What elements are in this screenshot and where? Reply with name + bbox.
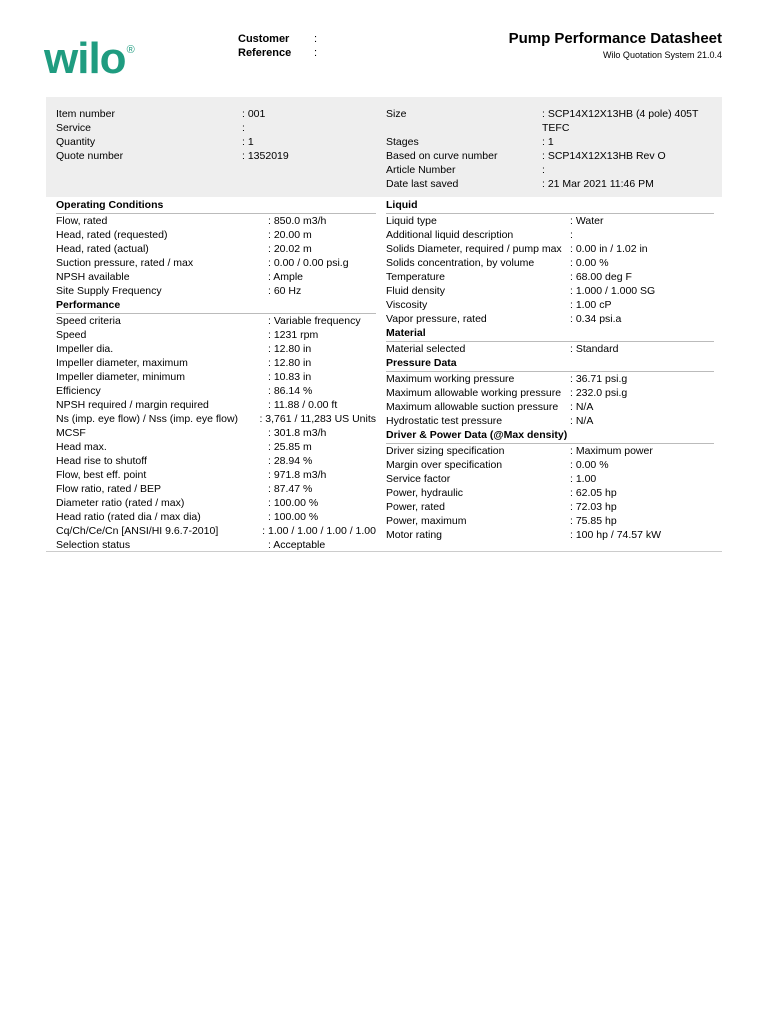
performance-row bbox=[56, 398, 376, 412]
performance-value: : 12.80 in bbox=[268, 343, 312, 355]
operating-conditions-row bbox=[56, 214, 376, 228]
performance-row bbox=[56, 510, 376, 524]
performance-value: : 25.85 m bbox=[268, 441, 312, 453]
liquid-value: : 1.00 cP bbox=[570, 299, 612, 311]
performance-value: : 87.47 % bbox=[268, 483, 313, 495]
material-label: Material selected bbox=[386, 343, 466, 355]
performance-label: NPSH required / margin required bbox=[56, 399, 209, 411]
operating-conditions-value: : 60 Hz bbox=[268, 285, 302, 297]
performance-label: Impeller diameter, maximum bbox=[56, 357, 188, 369]
operating-conditions-row bbox=[56, 284, 376, 298]
performance-row bbox=[56, 496, 376, 510]
operating-conditions-heading: Operating Conditions bbox=[56, 198, 376, 214]
performance-value: : 1.00 / 1.00 / 1.00 / 1.00 bbox=[262, 525, 376, 537]
performance-label: Speed bbox=[56, 329, 87, 341]
pressure-data-label: Maximum allowable suction pressure bbox=[386, 401, 559, 413]
performance-label: Flow, best eff. point bbox=[56, 469, 147, 481]
driver-power-row bbox=[386, 514, 714, 528]
info-label: Quantity bbox=[56, 136, 96, 148]
info-label: Article Number bbox=[386, 164, 456, 176]
performance-label: Head ratio (rated dia / max dia) bbox=[56, 511, 201, 523]
operating-conditions-label: Head, rated (actual) bbox=[56, 243, 149, 255]
performance-label: Diameter ratio (rated / max) bbox=[56, 497, 185, 509]
pressure-data-value: : N/A bbox=[570, 415, 594, 427]
info-row bbox=[386, 149, 698, 163]
item-info-right bbox=[386, 107, 698, 191]
driver-power-row bbox=[386, 472, 714, 486]
info-row bbox=[386, 177, 698, 191]
operating-conditions-value: : 0.00 / 0.00 psi.g bbox=[268, 257, 349, 269]
performance-row bbox=[56, 468, 376, 482]
liquid-label: Viscosity bbox=[386, 299, 428, 311]
pressure-data-heading: Pressure Data bbox=[386, 356, 714, 372]
performance-value: : 100.00 % bbox=[268, 497, 319, 509]
logo-text: wilo bbox=[44, 34, 126, 83]
logo-registered: ® bbox=[126, 44, 134, 56]
liquid-label: Fluid density bbox=[386, 285, 445, 297]
operating-conditions-label: Suction pressure, rated / max bbox=[56, 257, 194, 269]
info-label: Quote number bbox=[56, 150, 124, 162]
performance-label: MCSF bbox=[56, 427, 86, 439]
operating-conditions-value: : 20.02 m bbox=[268, 243, 312, 255]
driver-power-label: Motor rating bbox=[386, 529, 443, 541]
driver-power-row bbox=[386, 500, 714, 514]
info-row bbox=[386, 107, 698, 121]
driver-power-label: Power, hydraulic bbox=[386, 487, 464, 499]
material-heading: Material bbox=[386, 326, 714, 342]
liquid-value: : 1.000 / 1.000 SG bbox=[570, 285, 656, 297]
pressure-data-row bbox=[386, 400, 714, 414]
pressure-data-value: : N/A bbox=[570, 401, 594, 413]
info-row bbox=[56, 107, 289, 121]
operating-conditions-label: Site Supply Frequency bbox=[56, 285, 162, 297]
performance-row bbox=[56, 440, 376, 454]
info-row bbox=[386, 121, 698, 135]
customer-label: Customer bbox=[238, 33, 290, 45]
info-value: : 21 Mar 2021 11:46 PM bbox=[542, 178, 654, 190]
customer-colon: : bbox=[314, 33, 318, 45]
info-row bbox=[56, 149, 289, 163]
driver-power-value: : 1.00 bbox=[570, 473, 597, 485]
driver-power-label: Power, rated bbox=[386, 501, 445, 513]
performance-value: : 1231 rpm bbox=[268, 329, 319, 341]
operating-conditions-label: Flow, rated bbox=[56, 215, 108, 227]
performance-label: Impeller dia. bbox=[56, 343, 114, 355]
left-data-column bbox=[56, 198, 376, 552]
operating-conditions-row bbox=[56, 270, 376, 284]
performance-heading: Performance bbox=[56, 298, 376, 314]
performance-value: : 28.94 % bbox=[268, 455, 313, 467]
liquid-label: Solids Diameter, required / pump max bbox=[386, 243, 562, 255]
item-info-box bbox=[46, 97, 722, 197]
info-label: Service bbox=[56, 122, 92, 134]
performance-value: : 3,761 / 11,283 US Units bbox=[259, 413, 376, 425]
material-row bbox=[386, 342, 714, 356]
performance-value: : 10.83 in bbox=[268, 371, 312, 383]
wilo-logo bbox=[44, 34, 133, 84]
info-value: : 1352019 bbox=[242, 150, 289, 162]
pressure-data-label: Maximum allowable working pressure bbox=[386, 387, 562, 399]
info-value: : 1 bbox=[542, 136, 554, 148]
info-row bbox=[386, 163, 698, 177]
pressure-data-value: : 232.0 psi.g bbox=[570, 387, 628, 399]
driver-power-row bbox=[386, 444, 714, 458]
operating-conditions-row bbox=[56, 256, 376, 270]
performance-row bbox=[56, 426, 376, 440]
driver-power-value: : 62.05 hp bbox=[570, 487, 617, 499]
info-value: : 001 bbox=[242, 108, 266, 120]
liquid-value: : 0.00 in / 1.02 in bbox=[570, 243, 648, 255]
driver-power-row bbox=[386, 458, 714, 472]
performance-label: Cq/Ch/Ce/Cn [ANSI/HI 9.6.7-2010] bbox=[56, 525, 219, 537]
operating-conditions-label: Head, rated (requested) bbox=[56, 229, 168, 241]
liquid-heading: Liquid bbox=[386, 198, 714, 214]
performance-value: : 301.8 m3/h bbox=[268, 427, 327, 439]
liquid-row bbox=[386, 284, 714, 298]
info-label: Based on curve number bbox=[386, 150, 498, 162]
info-value: : bbox=[242, 122, 245, 134]
performance-row bbox=[56, 524, 376, 538]
driver-power-row bbox=[386, 486, 714, 500]
info-value: : 1 bbox=[242, 136, 254, 148]
driver-power-label: Power, maximum bbox=[386, 515, 467, 527]
pressure-data-label: Hydrostatic test pressure bbox=[386, 415, 503, 427]
performance-row bbox=[56, 328, 376, 342]
performance-label: Ns (imp. eye flow) / Nss (imp. eye flow) bbox=[56, 413, 239, 425]
driver-power-value: : 100 hp / 74.57 kW bbox=[570, 529, 662, 541]
liquid-value: : 68.00 deg F bbox=[570, 271, 632, 283]
liquid-label: Solids concentration, by volume bbox=[386, 257, 535, 269]
liquid-row bbox=[386, 242, 714, 256]
info-value: : SCP14X12X13HB (4 pole) 405T bbox=[542, 108, 699, 120]
pressure-data-row bbox=[386, 414, 714, 428]
driver-power-row bbox=[386, 528, 714, 542]
performance-row bbox=[56, 412, 376, 426]
pressure-data-label: Maximum working pressure bbox=[386, 373, 515, 385]
operating-conditions-value: : 850.0 m3/h bbox=[268, 215, 327, 227]
driver-power-label: Service factor bbox=[386, 473, 451, 485]
reference-colon: : bbox=[314, 47, 318, 59]
material-value: : Standard bbox=[570, 343, 619, 355]
liquid-value: : bbox=[570, 229, 573, 241]
driver-power-value: : 75.85 hp bbox=[570, 515, 617, 527]
liquid-value: : 0.34 psi.a bbox=[570, 313, 622, 325]
customer-reference-block bbox=[238, 32, 317, 60]
performance-curves bbox=[0, 552, 768, 1002]
operating-conditions-value: : Ample bbox=[268, 271, 304, 283]
performance-label: Selection status bbox=[56, 539, 131, 551]
performance-label: Flow ratio, rated / BEP bbox=[56, 483, 162, 495]
performance-label: Impeller diameter, minimum bbox=[56, 371, 185, 383]
right-data-column bbox=[386, 198, 714, 542]
liquid-value: : 0.00 % bbox=[570, 257, 609, 269]
performance-value: : Variable frequency bbox=[268, 315, 361, 327]
liquid-row bbox=[386, 256, 714, 270]
operating-conditions-label: NPSH available bbox=[56, 271, 130, 283]
info-label: Item number bbox=[56, 108, 115, 120]
info-row bbox=[56, 135, 289, 149]
info-label: Date last saved bbox=[386, 178, 459, 190]
performance-row bbox=[56, 384, 376, 398]
operating-conditions-row bbox=[56, 228, 376, 242]
performance-label: Efficiency bbox=[56, 385, 101, 397]
info-row bbox=[386, 135, 698, 149]
liquid-row bbox=[386, 298, 714, 312]
pressure-data-value: : 36.71 psi.g bbox=[570, 373, 628, 385]
performance-value: : 11.88 / 0.00 ft bbox=[268, 399, 338, 411]
performance-row bbox=[56, 454, 376, 468]
performance-value: : 100.00 % bbox=[268, 511, 319, 523]
performance-row bbox=[56, 538, 376, 552]
performance-label: Head rise to shutoff bbox=[56, 455, 147, 467]
performance-row bbox=[56, 342, 376, 356]
item-info-left bbox=[56, 107, 289, 163]
performance-label: Speed criteria bbox=[56, 315, 121, 327]
liquid-value: : Water bbox=[570, 215, 604, 227]
pressure-data-row bbox=[386, 386, 714, 400]
liquid-row bbox=[386, 228, 714, 242]
driver-power-heading: Driver & Power Data (@Max density) bbox=[386, 428, 714, 444]
info-row bbox=[56, 121, 289, 135]
liquid-row bbox=[386, 270, 714, 284]
operating-conditions-value: : 20.00 m bbox=[268, 229, 312, 241]
document-title: Pump Performance Datasheet bbox=[508, 30, 722, 47]
liquid-row bbox=[386, 214, 714, 228]
info-value: TEFC bbox=[542, 122, 570, 134]
info-value: : bbox=[542, 164, 545, 176]
info-value: : SCP14X12X13HB Rev O bbox=[542, 150, 666, 162]
operating-conditions-row bbox=[56, 242, 376, 256]
info-label: Size bbox=[386, 108, 407, 120]
performance-value: : Acceptable bbox=[268, 539, 326, 551]
liquid-label: Temperature bbox=[386, 271, 445, 283]
driver-power-label: Driver sizing specification bbox=[386, 445, 505, 457]
driver-power-value: : 0.00 % bbox=[570, 459, 609, 471]
liquid-label: Vapor pressure, rated bbox=[386, 313, 487, 325]
document-subtitle: Wilo Quotation System 21.0.4 bbox=[602, 50, 722, 60]
driver-power-value: : Maximum power bbox=[570, 445, 653, 457]
performance-row bbox=[56, 370, 376, 384]
performance-row bbox=[56, 482, 376, 496]
performance-value: : 86.14 % bbox=[268, 385, 313, 397]
reference-label: Reference bbox=[238, 47, 292, 59]
performance-value: : 971.8 m3/h bbox=[268, 469, 327, 481]
performance-row bbox=[56, 356, 376, 370]
performance-row bbox=[56, 314, 376, 328]
info-label bbox=[386, 121, 542, 135]
driver-power-label: Margin over specification bbox=[386, 459, 503, 471]
liquid-row bbox=[386, 312, 714, 326]
performance-label: Head max. bbox=[56, 441, 107, 453]
liquid-label: Additional liquid description bbox=[386, 229, 514, 241]
liquid-label: Liquid type bbox=[386, 215, 437, 227]
performance-value: : 12.80 in bbox=[268, 357, 312, 369]
info-label: Stages bbox=[386, 136, 419, 148]
driver-power-value: : 72.03 hp bbox=[570, 501, 617, 513]
pressure-data-row bbox=[386, 372, 714, 386]
